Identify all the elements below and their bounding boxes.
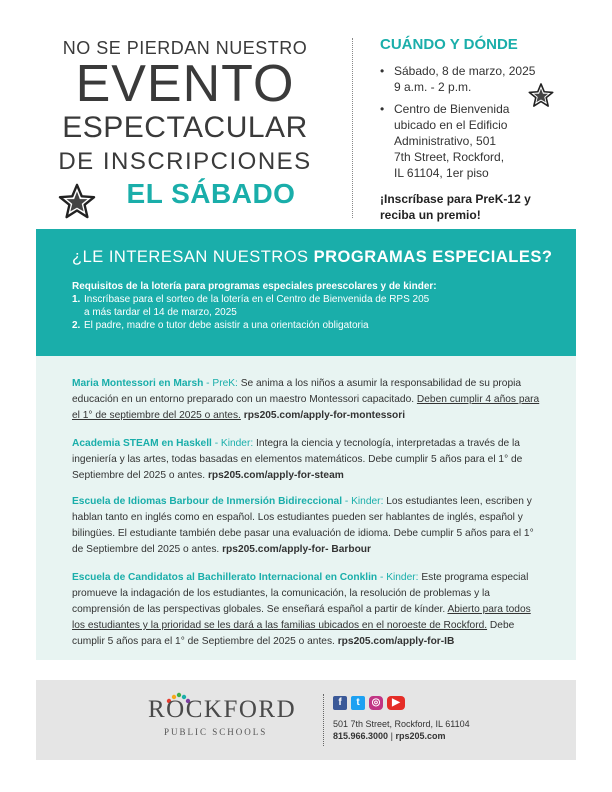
youtube-icon[interactable]: ▶ <box>387 696 405 710</box>
event-header <box>0 0 612 228</box>
program-description: Integra la ciencia y tecnología, interpretadas a través de la ingeniería y las artes, todas basadas en elementos matemáticos. Debe cumplir 5 años para el 1° de Septiembre del 2025 o antes. <box>72 438 523 481</box>
headline-saturday: EL SÁBADO <box>126 178 296 209</box>
when-where-list <box>380 63 595 181</box>
promo-text: ¡Inscríbase para PreK-12 y reciba un premio! <box>380 192 531 222</box>
phone-website-line <box>333 730 470 742</box>
program-level: - Kinder: <box>342 496 384 507</box>
rockford-logo <box>148 696 308 748</box>
program-title: Academia STEAM en Haskell <box>72 438 212 449</box>
separator: | <box>390 731 393 741</box>
program-apply-link[interactable]: rps205.com/apply-for- Barbour <box>222 544 371 555</box>
when-where-title: CUÁNDO Y DÓNDE <box>380 36 518 53</box>
program-steam <box>72 436 544 484</box>
requirement-line: Inscríbase para el sorteo de la lotería en el Centro de Bienvenida de RPS 205 <box>84 294 430 305</box>
program-ib <box>72 570 544 650</box>
program-apply-link[interactable]: rps205.com/apply-for-steam <box>207 470 344 481</box>
phone: 815.966.3000 <box>333 731 389 741</box>
program-description: Se anima a los niños a asumir la responsabilidad de su propia educación en un entorno preparado con un maestro Montessori capacitado. <box>72 378 522 405</box>
requirements-heading: Requisitos de la lotería para programas especiales preescolares y de kinder: <box>72 281 437 292</box>
program-apply-link[interactable]: rps205.com/apply-for-IB <box>337 636 455 647</box>
program-title: Escuela de Candidatos al Bachillerato Internacional en Conklin <box>72 572 378 583</box>
program-title: Escuela de Idiomas Barbour de Inmersión Bidireccional <box>72 496 343 507</box>
lottery-requirements <box>72 280 552 332</box>
event-date: Sábado, 8 de marzo, 2025 <box>394 64 536 78</box>
location-line: ubicado en el Edificio <box>394 118 508 132</box>
title-prefix: ¿LE INTERESAN NUESTROS <box>72 248 309 266</box>
facebook-icon[interactable]: f <box>333 696 347 710</box>
location-item <box>380 101 595 181</box>
footer-divider <box>323 694 324 746</box>
star-icon <box>58 183 96 219</box>
address: 501 7th Street, Rockford, IL 61104 <box>333 719 470 729</box>
item-number: 2. <box>72 320 81 331</box>
headline-registration: DE INSCRIPCIONES <box>58 148 312 175</box>
logo-subtitle: PUBLIC SCHOOLS <box>164 727 268 737</box>
program-level: - Kinder: <box>211 438 254 449</box>
programs-section <box>36 356 576 660</box>
program-apply-link[interactable]: rps205.com/apply-for-montessori <box>243 410 406 421</box>
bullet: • <box>380 64 385 78</box>
requirement-line: El padre, madre o tutor debe asistir a una orientación obligatoria <box>84 320 369 331</box>
program-description: Los estudiantes leen, escriben y hablan tanto en inglés como en español. Los estudiantes pueden ser hablantes de inglés, español y bilingües. El estudiante también debe pasar una evaluación de idioma. Debe cumplir 5 años para el 1° de Septiembre del 2025 o antes. <box>72 496 534 555</box>
contact-info <box>333 718 470 742</box>
location-line: Centro de Bienvenida <box>394 102 510 116</box>
requirement-item <box>72 293 552 319</box>
location-line: 7th Street, Rockford, <box>394 150 505 164</box>
special-programs-banner <box>36 229 576 356</box>
program-priority-note: Abierto para todos los estudiantes y la prioridad se les dará a las familias ubicados en el noroeste de Rockford. <box>72 604 531 631</box>
requirement-line: a más tardar el 14 de marzo, 2025 <box>84 307 237 318</box>
program-title: Maria Montessori en Marsh <box>72 378 204 389</box>
social-links <box>333 696 405 712</box>
program-montessori <box>72 376 544 424</box>
program-level: - PreK: <box>203 378 238 389</box>
instagram-icon[interactable]: ◎ <box>369 696 383 710</box>
header-divider <box>352 38 353 218</box>
program-level: - Kinder: <box>377 572 419 583</box>
headline-spectacular: ESPECTACULAR <box>62 111 308 144</box>
event-time: 9 a.m. - 2 p.m. <box>394 80 472 94</box>
location-line: IL 61104, 1er piso <box>394 166 489 180</box>
special-programs-title <box>72 248 552 267</box>
headline-event: EVENTO <box>75 55 295 113</box>
program-description: Este programa especial promueve la indagación de los estudiantes, la comunicación, la resolución de problemas y la comprensión de las perspectivas globales. Se enseñará español a partir de kínder. <box>72 572 529 615</box>
headline-line-1: NO SE PIERDAN NUESTRO <box>62 38 308 58</box>
twitter-icon[interactable]: t <box>351 696 365 710</box>
program-text-after: Debe cumplir 5 años para el 1° de Septiembre del 2025 o antes. <box>72 620 515 647</box>
when-where-section <box>380 36 595 223</box>
requirement-item <box>72 319 552 332</box>
program-age-requirement: Deben cumplir 4 años para el 1° de septiembre del 2025 o antes. <box>72 394 540 421</box>
item-number: 1. <box>72 294 81 305</box>
date-item <box>380 63 595 95</box>
title-bold: PROGRAMAS ESPECIALES? <box>313 248 553 266</box>
location-line: Administrativo, 501 <box>394 134 497 148</box>
bullet: • <box>380 102 385 116</box>
logo-wordmark: ROCKFORD <box>148 696 297 723</box>
footer <box>36 680 576 760</box>
program-barbour <box>72 494 544 558</box>
website-link[interactable]: rps205.com <box>395 731 446 741</box>
